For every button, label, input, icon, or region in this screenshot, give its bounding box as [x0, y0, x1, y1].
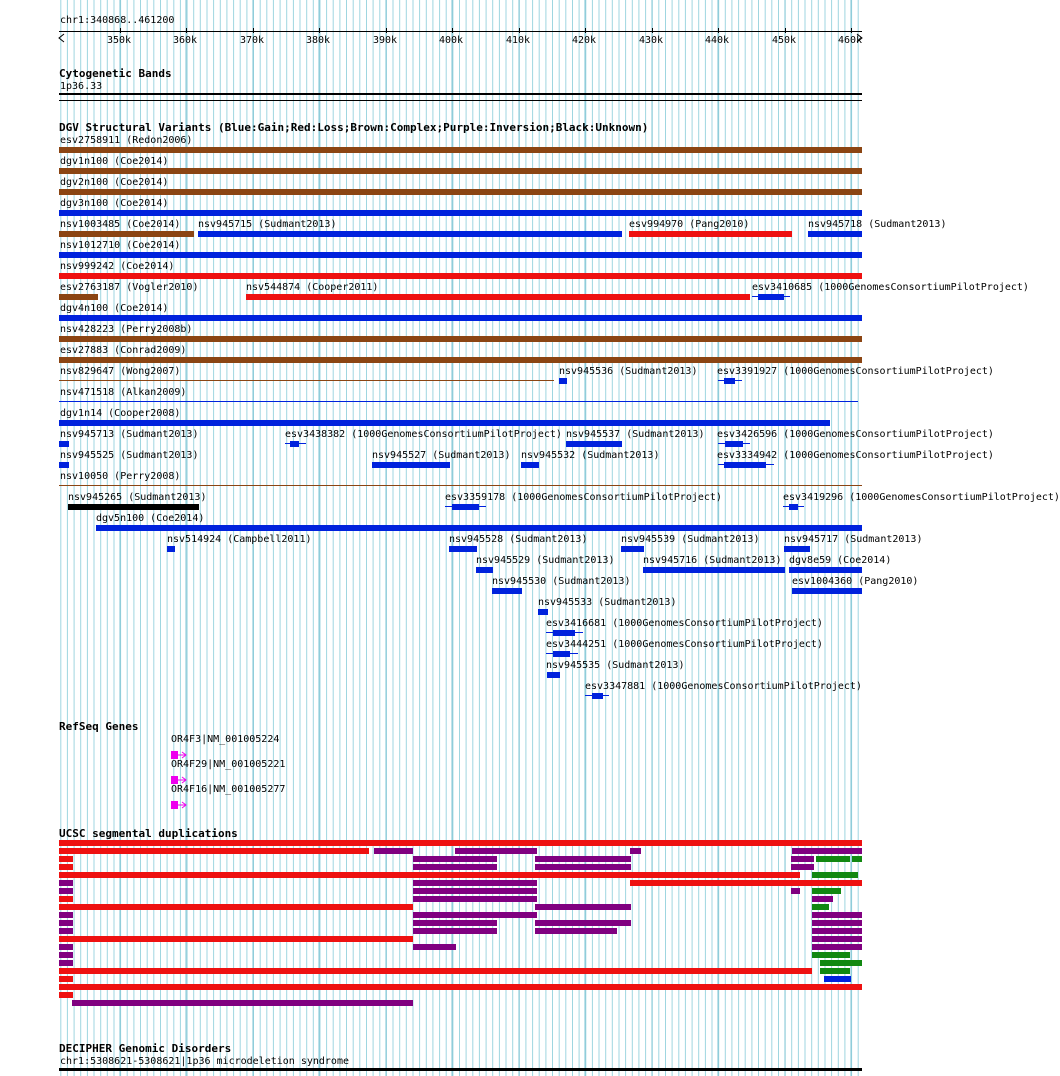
variant-label: esv3426596 (1000GenomesConsortiumPilotProject)	[717, 429, 994, 440]
variant-label: nsv945718 (Sudmant2013)	[808, 219, 947, 230]
ruler-tick-label: 380k	[306, 35, 331, 46]
variant-label: esv2763187 (Vogler2010)	[60, 282, 199, 293]
variant-label: nsv945716 (Sudmant2013)	[643, 555, 782, 566]
ruler-tick-label: 450k	[772, 35, 797, 46]
ruler-tick-label: 430k	[639, 35, 664, 46]
track-title[interactable]: DECIPHER Genomic Disorders	[59, 1042, 232, 1055]
ruler-tick-label: 420k	[572, 35, 597, 46]
variant-label: esv3347881 (1000GenomesConsortiumPilotProject)	[585, 681, 862, 692]
track-title[interactable]: Cytogenetic Bands	[59, 67, 172, 80]
variant-label: esv3359178 (1000GenomesConsortiumPilotProject)	[445, 492, 722, 503]
ruler-tick-label: 390k	[373, 35, 398, 46]
variant-label: nsv945528 (Sudmant2013)	[449, 534, 588, 545]
variant-label: nsv945537 (Sudmant2013)	[566, 429, 705, 440]
track-title[interactable]: UCSC segmental duplications	[59, 827, 238, 840]
variant-label: nsv945715 (Sudmant2013)	[198, 219, 337, 230]
variant-label: esv1004360 (Pang2010)	[792, 576, 919, 587]
variant-label: esv3410685 (1000GenomesConsortiumPilotProject)	[752, 282, 1029, 293]
ruler-tick-label: 440k	[705, 35, 730, 46]
variant-label: esv2758911 (Redon2006)	[60, 135, 193, 146]
variant-label: nsv945535 (Sudmant2013)	[546, 660, 685, 671]
variant-label: dgv4n100 (Coe2014)	[60, 303, 169, 314]
track-title[interactable]: RefSeq Genes	[59, 720, 139, 733]
gene-label: OR4F3|NM_001005224	[171, 734, 280, 745]
variant-label: nsv945525 (Sudmant2013)	[60, 450, 199, 461]
variant-label: nsv945527 (Sudmant2013)	[372, 450, 511, 461]
ruler-tick-label: 360k	[173, 35, 198, 46]
variant-label: nsv10050 (Perry2008)	[60, 471, 181, 482]
variant-label: nsv428223 (Perry2008b)	[60, 324, 193, 335]
ruler-tick-label: 410k	[506, 35, 531, 46]
decipher-bar[interactable]	[59, 1068, 862, 1071]
variant-label: esv3438382 (1000GenomesConsortiumPilotProject)	[285, 429, 562, 440]
variant-label: dgv5n100 (Coe2014)	[96, 513, 205, 524]
ruler-tick-label: 400k	[439, 35, 464, 46]
variant-label: dgv3n100 (Coe2014)	[60, 198, 169, 209]
variant-label: nsv999242 (Coe2014)	[60, 261, 175, 272]
ruler-tick-label: 350k	[107, 35, 132, 46]
variant-label: esv3419296 (1000GenomesConsortiumPilotProject)	[783, 492, 1060, 503]
variant-label: nsv945532 (Sudmant2013)	[521, 450, 660, 461]
variant-label: nsv829647 (Wong2007)	[60, 366, 181, 377]
variant-label: nsv514924 (Campbell2011)	[167, 534, 312, 545]
variant-label: esv994970 (Pang2010)	[629, 219, 750, 230]
variant-label: dgv2n100 (Coe2014)	[60, 177, 169, 188]
variant-label: dgv8e59 (Coe2014)	[789, 555, 892, 566]
variant-label: esv3444251 (1000GenomesConsortiumPilotProject)	[546, 639, 823, 650]
variant-label: esv27883 (Conrad2009)	[60, 345, 187, 356]
variant-label: nsv945529 (Sudmant2013)	[476, 555, 615, 566]
ruler-tick-label: 370k	[240, 35, 265, 46]
cytoband-label: 1p36.33	[60, 81, 103, 92]
variant-label: nsv1012710 (Coe2014)	[60, 240, 181, 251]
variant-label: esv3334942 (1000GenomesConsortiumPilotProject)	[717, 450, 994, 461]
variant-label: esv3391927 (1000GenomesConsortiumPilotProject)	[717, 366, 994, 377]
variant-label: nsv471518 (Alkan2009)	[60, 387, 187, 398]
variant-label: esv3416681 (1000GenomesConsortiumPilotProject)	[546, 618, 823, 629]
variant-label: nsv945717 (Sudmant2013)	[784, 534, 923, 545]
variant-label: nsv544874 (Cooper2011)	[246, 282, 379, 293]
decipher-item-label: chr1:5308621-5308621|1p36 microdeletion syndrome	[60, 1056, 349, 1067]
variant-label: nsv945530 (Sudmant2013)	[492, 576, 631, 587]
gene-label: OR4F16|NM_001005277	[171, 784, 286, 795]
ruler-position: chr1:340868..461200	[60, 15, 175, 26]
variant-label: nsv1003485 (Coe2014)	[60, 219, 181, 230]
variant-label: nsv945713 (Sudmant2013)	[60, 429, 199, 440]
track-title[interactable]: DGV Structural Variants (Blue:Gain;Red:Loss;Brown:Complex;Purple:Inversion;Black:Unknown)	[59, 121, 649, 134]
variant-label: dgv1n14 (Cooper2008)	[60, 408, 181, 419]
variant-label: nsv945539 (Sudmant2013)	[621, 534, 760, 545]
variant-label: nsv945536 (Sudmant2013)	[559, 366, 698, 377]
ruler-tick-label: 460k	[838, 35, 863, 46]
variant-label: dgv1n100 (Coe2014)	[60, 156, 169, 167]
gene-label: OR4F29|NM_001005221	[171, 759, 286, 770]
variant-label: nsv945533 (Sudmant2013)	[538, 597, 677, 608]
variant-label: nsv945265 (Sudmant2013)	[68, 492, 207, 503]
